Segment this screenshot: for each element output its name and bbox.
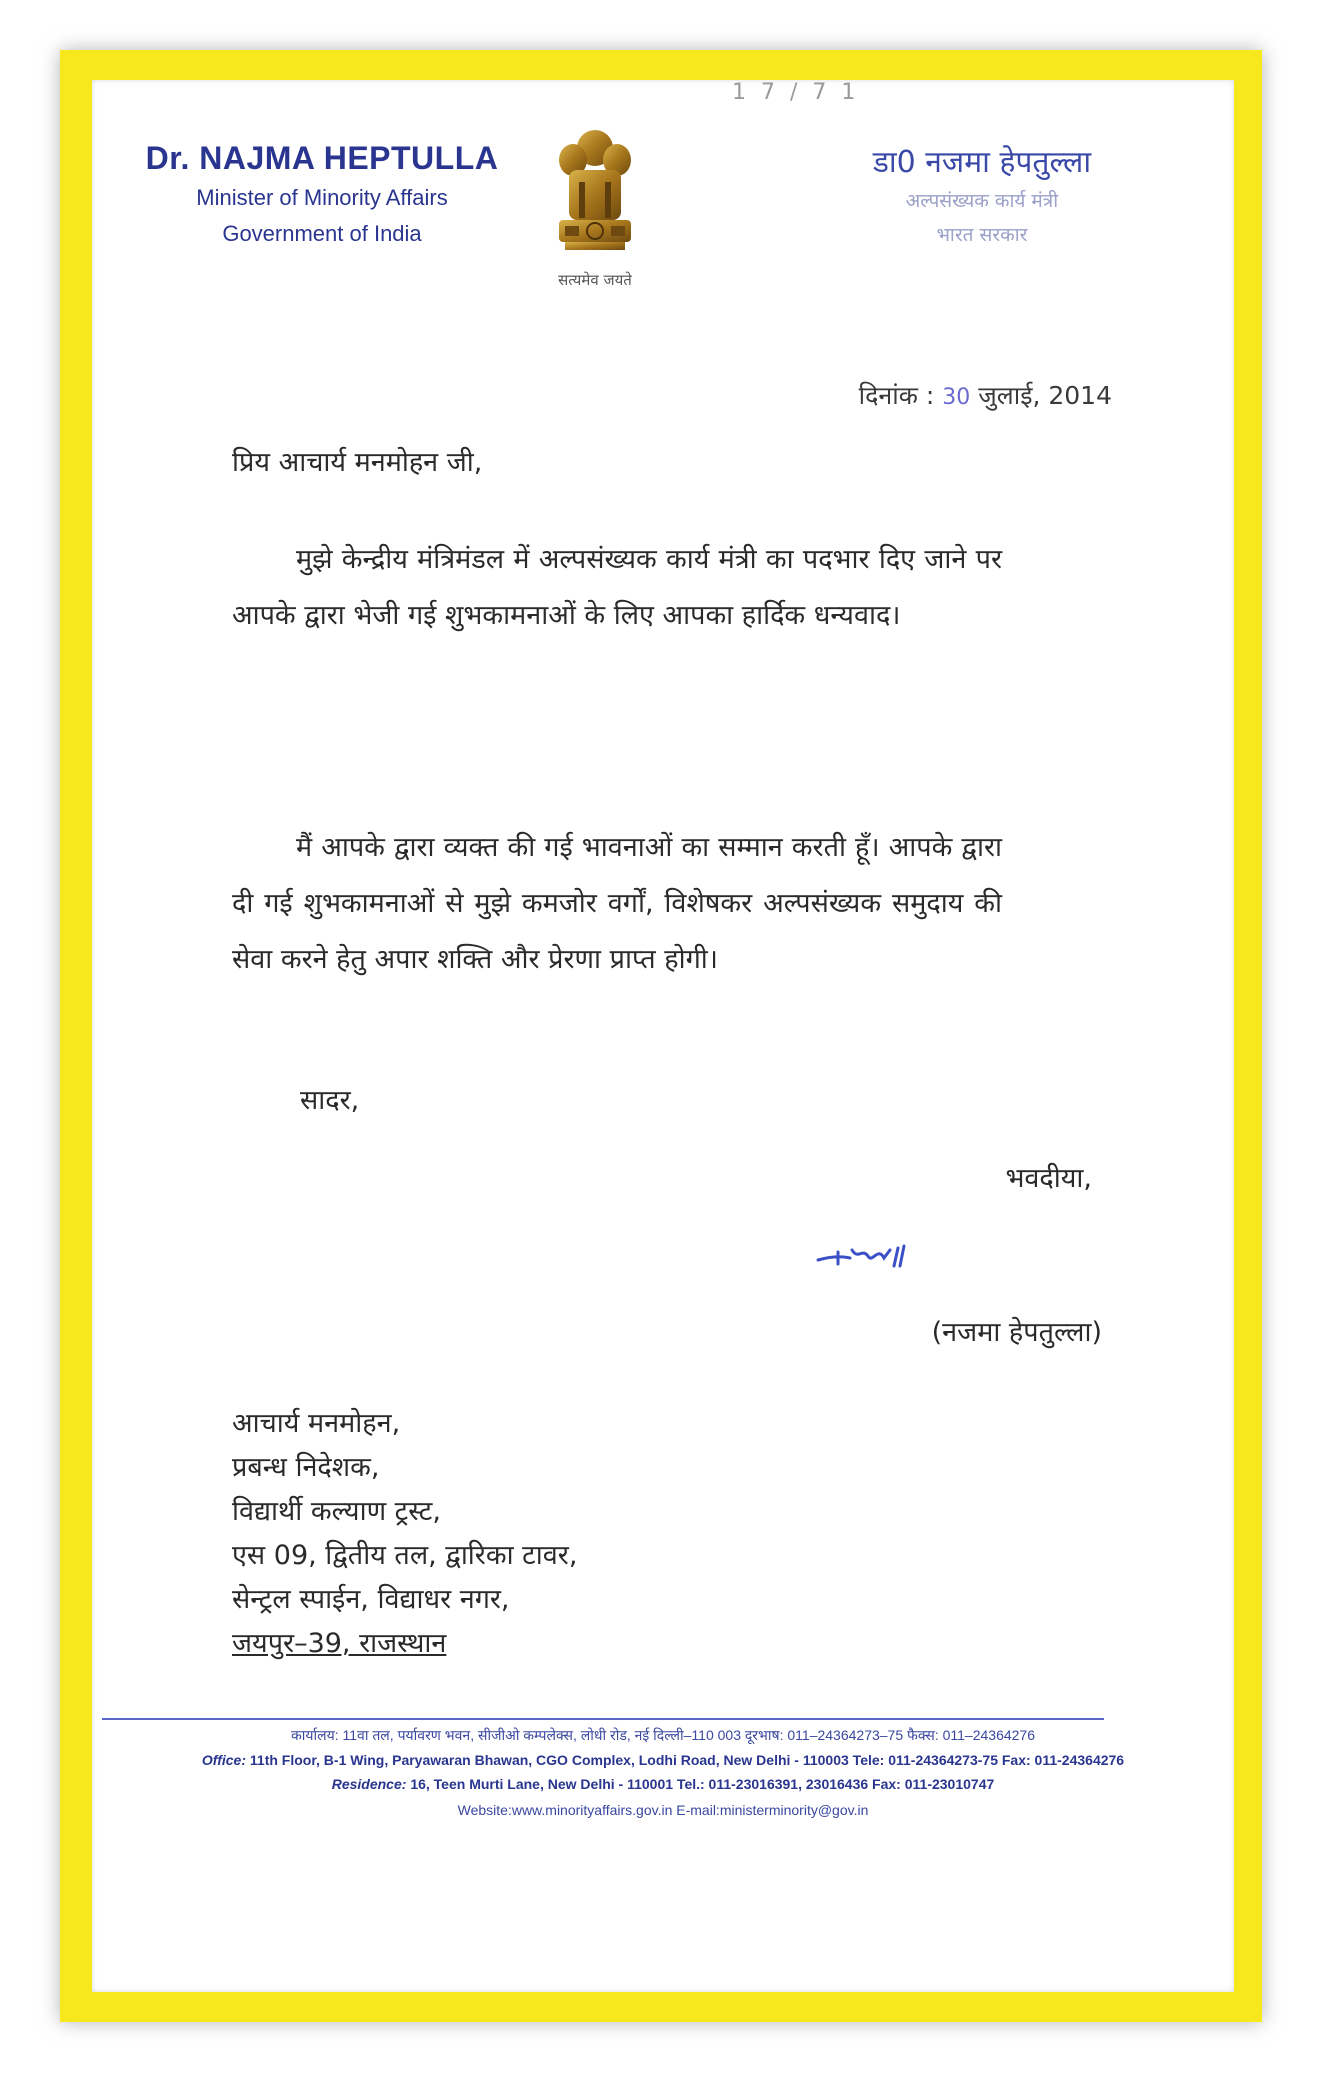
date-month-year: जुलाई, 2014 <box>978 381 1112 410</box>
minister-name-hi: डा0 नजमा हेपतुल्ला <box>872 145 1092 180</box>
recipient-name: आचार्य मनमोहन, <box>232 1408 401 1439</box>
recipient-address <box>232 1402 577 1666</box>
emblem-motto: सत्यमेव जयते <box>558 271 632 289</box>
government-en: Government of India <box>222 221 422 246</box>
signatory-name: (नजमा हेपतुल्ला) <box>931 1317 1102 1348</box>
handwritten-signature <box>812 1230 932 1280</box>
paragraph-1-text: मुझे केन्द्रीय मंत्रिमंडल में अल्पसंख्यक कार्य मंत्री का पदभार दिए जाने पर आपके द्वारा भेजी गई शुभकामनाओं के लिए आपका हार्दिक धन्यवाद। <box>232 544 1002 631</box>
lion-capital-icon <box>545 120 645 270</box>
recipient-designation: प्रबन्ध निदेशक, <box>232 1452 380 1483</box>
date-label: दिनांक : <box>858 381 935 410</box>
yellow-frame <box>60 50 1262 2022</box>
body-paragraph-1 <box>232 532 1002 644</box>
footer-residence <box>92 1776 1234 1792</box>
recipient-locality: सेन्ट्रल स्पाईन, विद्याधर नगर, <box>232 1584 510 1615</box>
recipient-organisation: विद्यार्थी कल्याण ट्रस्ट, <box>232 1496 441 1527</box>
regards: सादर, <box>300 1085 360 1116</box>
minister-name-en: Dr. NAJMA HEPTULLA <box>145 140 499 176</box>
footer-divider <box>102 1718 1104 1720</box>
letterhead-english <box>142 140 502 249</box>
minister-title-en: Minister of Minority Affairs <box>196 185 448 210</box>
footer-office <box>92 1752 1234 1768</box>
salutation: प्रिय आचार्य मनमोहन जी, <box>232 447 483 478</box>
minister-title-hi: अल्पसंख्यक कार्य मंत्री <box>905 190 1059 212</box>
reference-mark: 1 7 / 7 1 <box>732 80 860 105</box>
office-address: 11th Floor, B-1 Wing, Paryawaran Bhawan, CGO Complex, Lodhi Road, New Delhi - 110003 Tele: 011-24364273-75 Fax: 011-24364276 <box>249 1752 1125 1768</box>
closing: भवदीया, <box>1005 1163 1092 1194</box>
recipient-address-line: एस 09, द्वितीय तल, द्वारिका टावर, <box>232 1540 578 1571</box>
date-day: 30 <box>942 385 971 410</box>
paragraph-2-text: मैं आपके द्वारा व्यक्त की गई भावनाओं का सम्मान करती हूँ। आपके द्वारा दी गई शुभकामनाओं से मुझे कमजोर वर्गों, विशेषकर अल्पसंख्यक समुदाय की सेवा करने हेतु अपार शक्ति और प्रेरणा प्राप्त होगी। <box>232 832 1002 975</box>
footer-hindi-address: कार्यालय: 11वा तल, पर्यावरण भवन, सीजीओ कम्पलेक्स, लोधी रोड, नई दिल्ली–110 003 दूरभाष: 011–24364273–75 फैक्स: 011–24364276 <box>290 1727 1035 1743</box>
letter-date <box>692 378 1112 412</box>
residence-address: 16, Teen Murti Lane, New Delhi - 110001 Tel.: 011-23016391, 23016436 Fax: 011-23010747 <box>410 1776 995 1792</box>
national-emblem <box>540 120 650 290</box>
government-hi: भारत सरकार <box>936 224 1028 246</box>
office-label: Office: <box>201 1752 246 1768</box>
letterhead-hindi <box>802 140 1162 249</box>
recipient-city: जयपुर–39, राजस्थान <box>232 1628 447 1659</box>
footer-web-email: Website:www.minorityaffairs.gov.in E-mail:ministerminority@gov.in <box>457 1802 869 1818</box>
residence-label: Residence: <box>331 1776 407 1792</box>
letter-page <box>92 80 1234 1992</box>
body-paragraph-2 <box>232 820 1002 988</box>
